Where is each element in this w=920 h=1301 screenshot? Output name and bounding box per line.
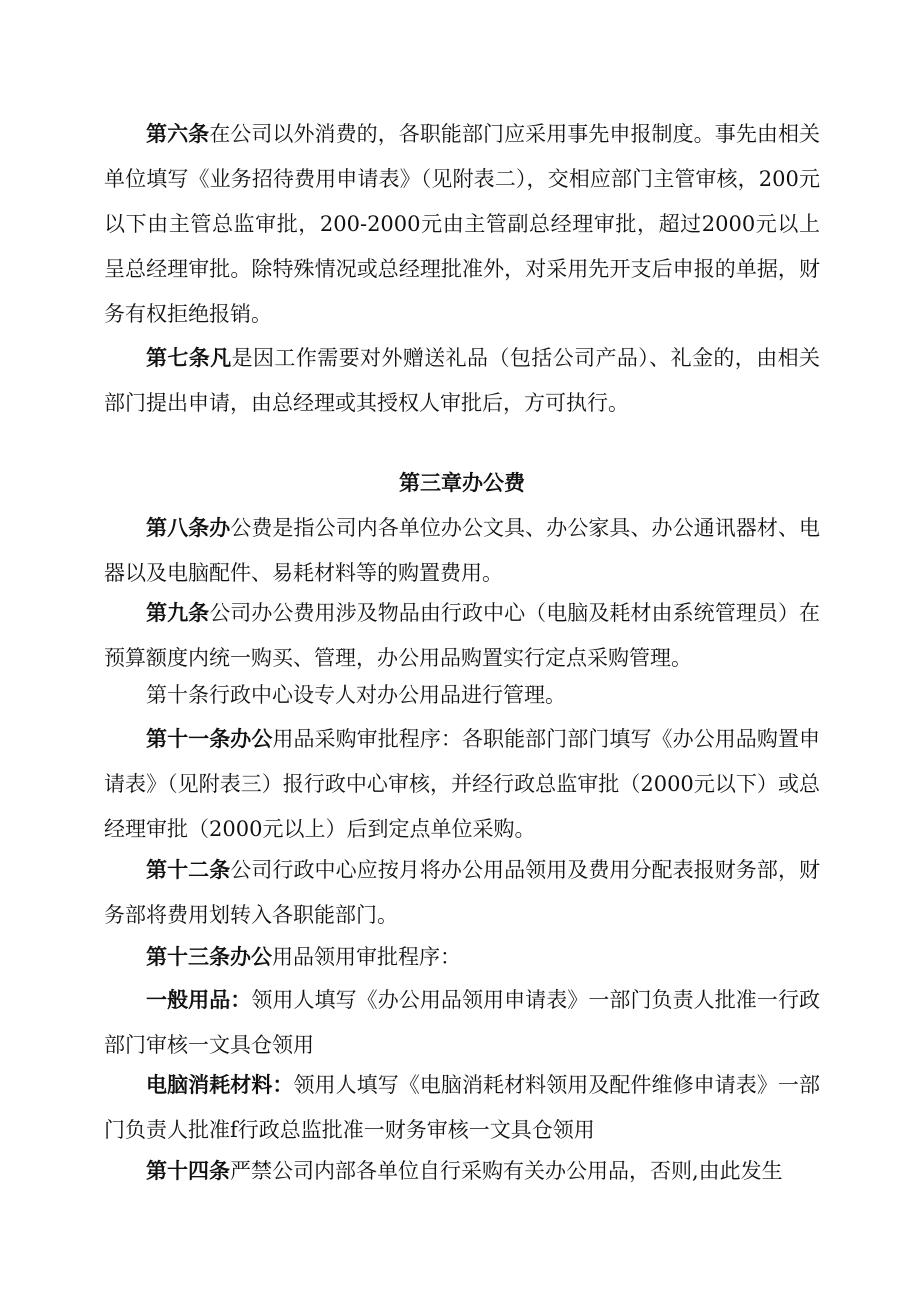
article-13-text: 用品领用审批程序：: [272, 945, 461, 969]
general-supplies: [104, 977, 820, 1068]
article-13: [104, 934, 820, 980]
article-14-lead: 第十四条: [146, 1158, 230, 1183]
article-7-text: 是因工作需要对外赠送礼品（包括公司产品）、礼金的，由相关部门提出申请，由总经理或其授权人审批后，方可执行。: [104, 346, 821, 415]
article-13-lead: 第十三条办公: [146, 944, 272, 969]
computer-consumables-text: 领用人填写《电脑消耗材料领用及配件维修申请表》一部门负责人批准f行政总监批准一财务审核一文具仓领用: [104, 1073, 820, 1142]
article-7: [104, 335, 820, 426]
article-11: [104, 716, 820, 852]
article-11-text: 用品采购审批程序：各职能部门部门填写《办公用品购置申请表》（见附表三）报行政中心审核，并经行政总监审批（2000元以下）或总经理审批（2000元以上）后到定点单位采购。: [104, 727, 821, 841]
article-14: [104, 1148, 820, 1194]
article-9-lead: 第九条: [146, 600, 210, 625]
general-supplies-text: 领用人填写《办公用品领用申请表》一部门负责人批准一行政部门审核一文具仓领用: [104, 988, 821, 1057]
article-7-lead: 第七条凡: [146, 345, 232, 370]
article-6-text: 在公司以外消费的，各职能部门应采用事先申报制度。事先由相关单位填写《业务招待费用申请表》（见附表二），交相应部门主管审核，200元以下由主管总监审批，200-2000元由主管副总经理审批，超过2000元以上呈总经理审批。除特殊情况或总经理批准外，对采用先开支后申报的单据，财务有权拒绝报销。: [104, 122, 821, 326]
article-9: [104, 590, 820, 681]
article-10-text: 第十条行政中心设专人对办公用品进行管理。: [146, 683, 566, 707]
article-8-lead: 第八条办: [146, 515, 231, 540]
article-8-text: 公费是指公司内各单位办公文具、办公家具、办公通讯器材、电器以及电脑配件、易耗材料等的购置费用。: [104, 516, 821, 585]
general-supplies-lead: 一般用品：: [146, 987, 252, 1012]
article-6-lead: 第六条: [146, 121, 210, 146]
article-6: [104, 111, 820, 337]
article-8: [104, 505, 820, 596]
computer-consumables-lead: 电脑消耗材料：: [146, 1072, 294, 1097]
chapter-heading: 第三章办公费: [399, 470, 525, 495]
article-12-lead: 第十二条: [146, 857, 231, 882]
article-10: [104, 673, 820, 718]
article-12-text: 公司行政中心应按月将办公用品领用及费用分配表报财务部，财务部将费用划转入各职能部门。: [104, 858, 821, 927]
computer-consumables: [104, 1062, 820, 1153]
article-14-text: 严禁公司内部各单位自行采购有关办公用品，否则,由此发生: [230, 1159, 783, 1183]
article-11-lead: 第十一条办公: [146, 726, 273, 751]
article-9-text: 公司办公费用涉及物品由行政中心（电脑及耗材由系统管理员）在预算额度内统一购买、管理，办公用品购置实行定点采购管理。: [104, 601, 821, 670]
article-12: [104, 847, 820, 938]
